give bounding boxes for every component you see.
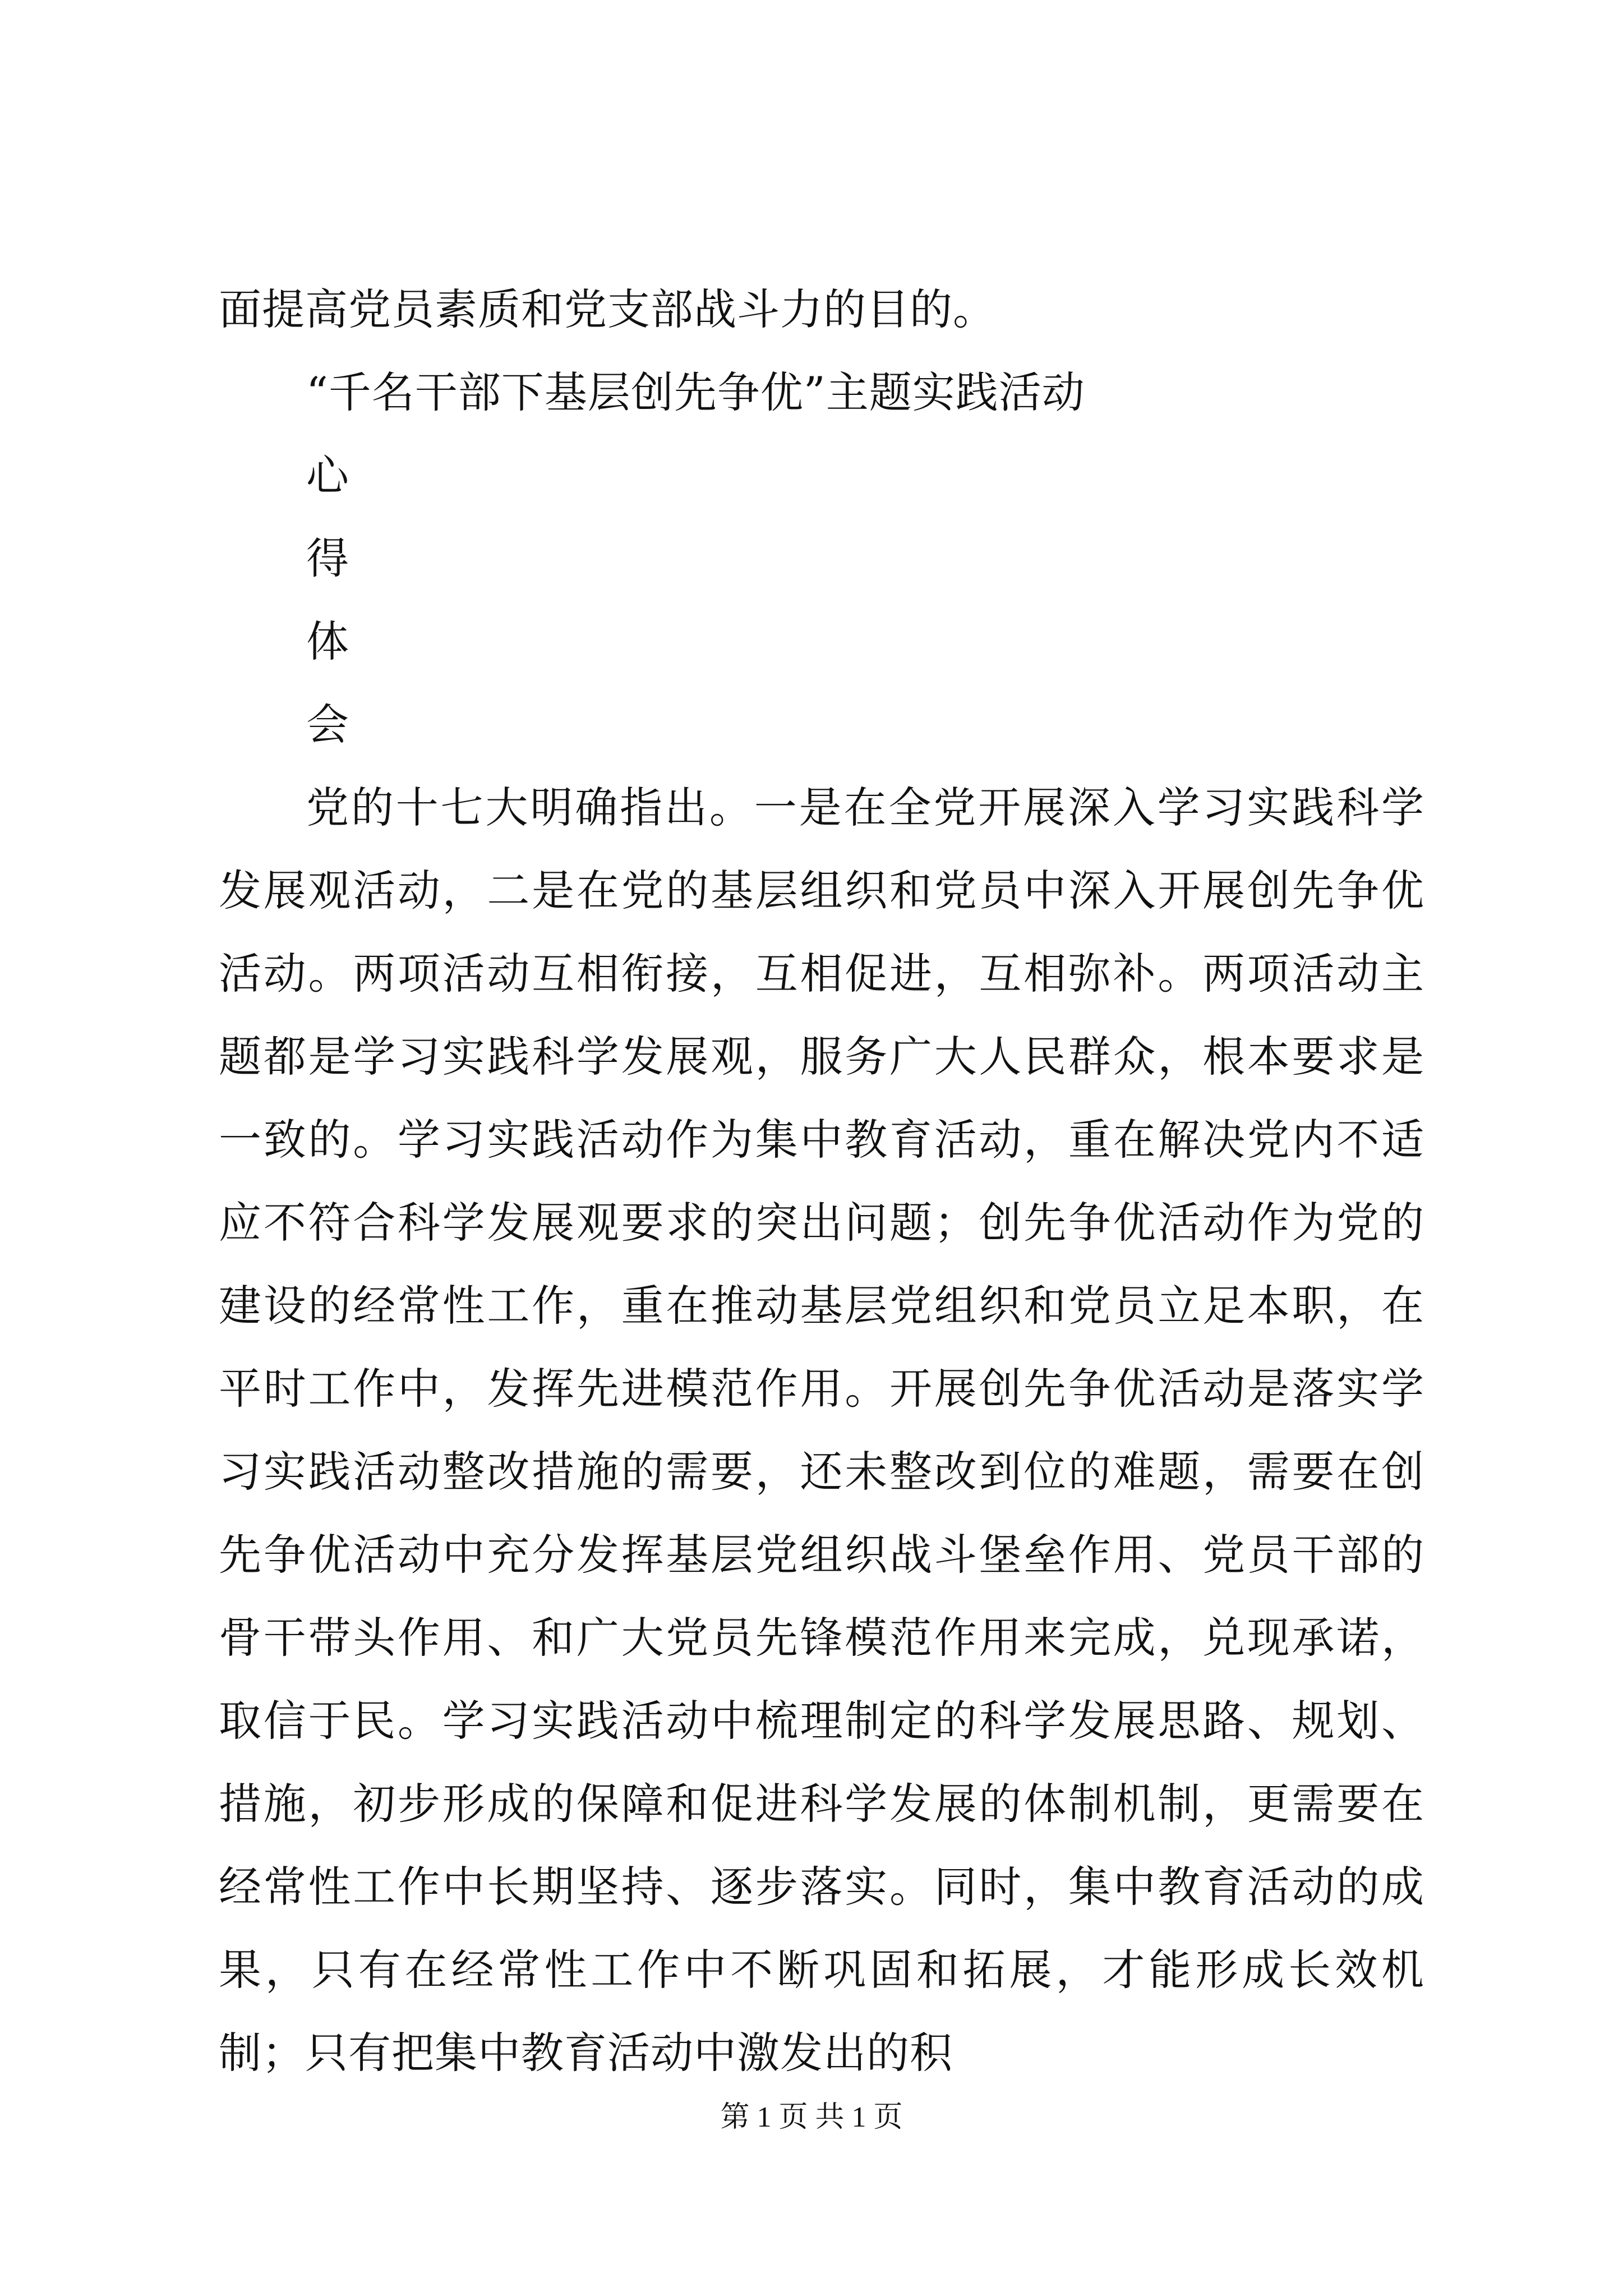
document-body — [219, 268, 1424, 2095]
body-paragraph: 党的十七大明确指出。一是在全党开展深入学习实践科学发展观活动，二是在党的基层组织和党员中深入开展创先争优活动。两项活动互相衔接，互相促进，互相弥补。两项活动主题都是学习实践科学发展观，服务广大人民群众，根本要求是一致的。学习实践活动作为集中教育活动，重在解决党内不适应不符合科学发展观要求的突出问题；创先争优活动作为党的建设的经常性工作，重在推动基层党组织和党员立足本职，在平时工作中，发挥先进模范作用。开展创先争优活动是落实学习实践活动整改措施的需要，还未整改到位的难题，需要在创先争优活动中充分发挥基层党组织战斗堡垒作用、党员干部的骨干带头作用、和广大党员先锋模范作用来完成，兑现承诺，取信于民。学习实践活动中梳理制定的科学发展思路、规划、措施，初步形成的保障和促进科学发展的体制机制，更需要在经常性工作中长期坚持、逐步落实。同时，集中教育活动的成果，只有在经常性工作中不断巩固和拓展，才能形成长效机制；只有把集中教育活动中激发出的积 — [219, 783, 1424, 2078]
continuation-line: 面提高党员素质和党支部战斗力的目的。 — [219, 284, 996, 334]
subtitle-char: 心 — [306, 450, 349, 500]
subtitle-char: 得 — [306, 533, 349, 583]
subtitle-char: 会 — [306, 700, 349, 749]
page-footer: 第 1 页 共 1 页 — [720, 2101, 903, 2133]
subtitle-char: 体 — [306, 616, 349, 666]
section-title: “千名干部下基层创先争优”主题实践活动 — [306, 367, 1085, 417]
